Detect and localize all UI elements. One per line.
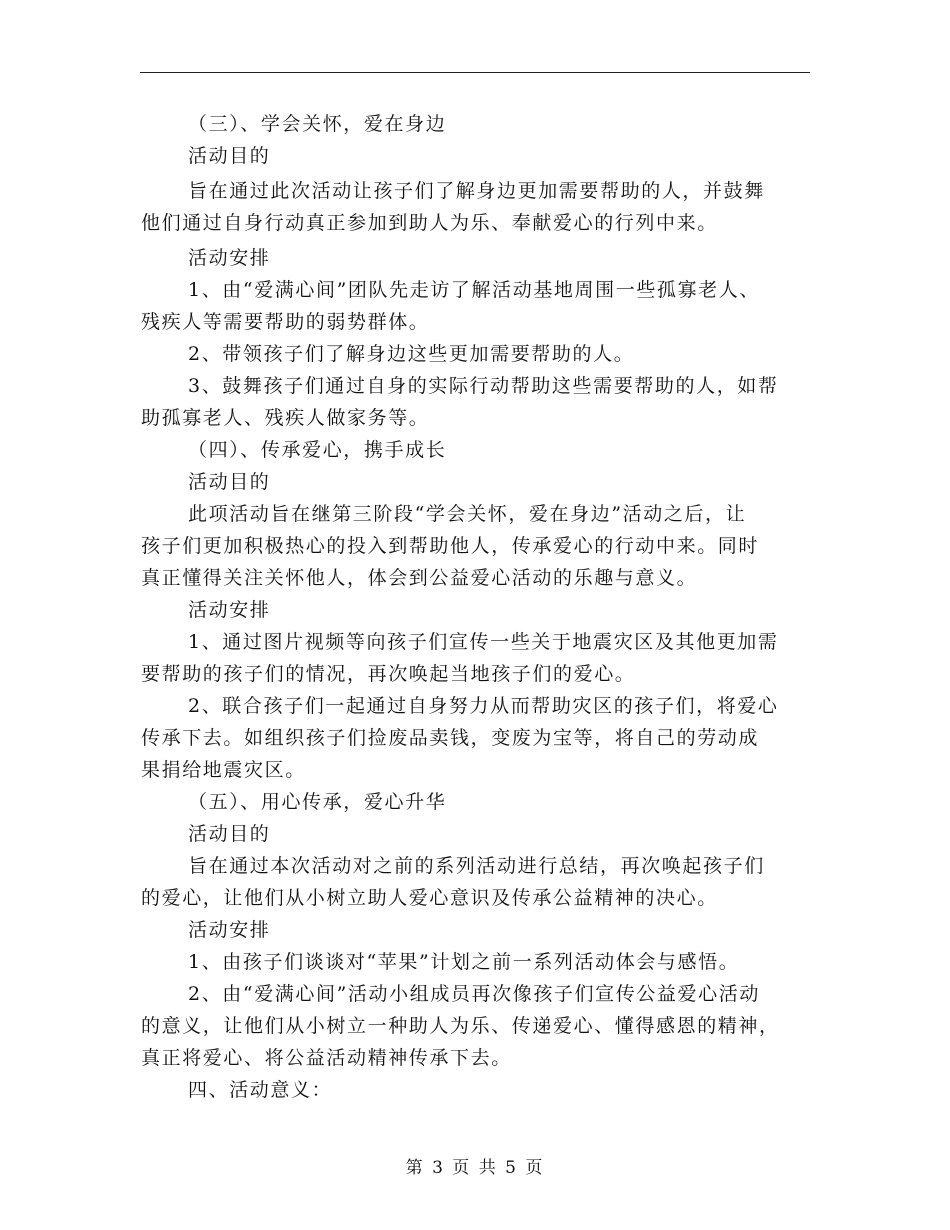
text-line: 1、通过图片视频等向孩子们宣传一些关于地震灾区及其他更加需 <box>188 631 779 653</box>
text-line: （四）、传承爱心，携手成长 <box>188 439 447 461</box>
text-line: 残疾人等需要帮助的弱势群体。 <box>141 311 430 333</box>
text-line: 旨在通过本次活动对之前的系列活动进行总结，再次唤起孩子们 <box>188 855 765 877</box>
text-line: 要帮助的孩子们的情况，再次唤起当地孩子们的爱心。 <box>141 663 636 685</box>
text-line: 孩子们更加积极热心的投入到帮助他人，传承爱心的行动中来。同时 <box>141 535 760 557</box>
text-line: 3、鼓舞孩子们通过自身的实际行动帮助这些需要帮助的人，如帮 <box>188 375 779 397</box>
text-line: 活动目的 <box>188 471 271 493</box>
text-line: 传承下去。如组织孩子们捡废品卖钱，变废为宝等，将自己的劳动成 <box>141 727 760 749</box>
text-line: 真正懂得关注关怀他人，体会到公益爱心活动的乐趣与意义。 <box>141 567 698 589</box>
page-footer: 第 3 页 共 5 页 <box>405 1158 545 1178</box>
text-line: 1、由孩子们谈谈对“苹果”计划之前一系列活动体会与感悟。 <box>188 951 740 973</box>
text-line: 活动安排 <box>188 247 271 269</box>
text-line: 此项活动旨在继第三阶段“学会关怀，爱在身边”活动之后，让 <box>188 503 747 525</box>
text-line: 助孤寡老人、残疾人做家务等。 <box>141 407 430 429</box>
document-body <box>141 108 811 1106</box>
text-line: （五）、用心传承，爱心升华 <box>188 791 447 813</box>
text-line: 真正将爱心、将公益活动精神传承下去。 <box>141 1047 512 1069</box>
text-line: 2、联合孩子们一起通过自身努力从而帮助灾区的孩子们，将爱心 <box>188 695 779 717</box>
text-line: 的意义，让他们从小树立一种助人为乐、传递爱心、懂得感恩的精神， <box>141 1015 780 1037</box>
text-line: 旨在通过此次活动让孩子们了解身边更加需要帮助的人，并鼓舞 <box>188 180 765 202</box>
header-rule <box>140 72 810 73</box>
text-line: 的爱心，让他们从小树立助人爱心意识及传承公益精神的决心。 <box>141 887 718 909</box>
text-line: 果捐给地震灾区。 <box>141 759 306 781</box>
text-line: 2、带领孩子们了解身边这些更加需要帮助的人。 <box>188 343 635 365</box>
text-line: 四、活动意义： <box>188 1079 333 1101</box>
text-line: 1、由“爱满心间”团队先走访了解活动基地周围一些孤寡老人、 <box>188 279 760 301</box>
text-line: 2、由“爱满心间”活动小组成员再次像孩子们宣传公益爱心活动 <box>188 983 760 1005</box>
text-line: 活动目的 <box>188 823 271 845</box>
text-line: 活动目的 <box>188 145 271 167</box>
text-line: 他们通过自身行动真正参加到助人为乐、奉献爱心的行列中来。 <box>141 212 718 234</box>
text-line: 活动安排 <box>188 599 271 621</box>
text-line: 活动安排 <box>188 919 271 941</box>
text-line: （三）、学会关怀，爱在身边 <box>188 113 447 135</box>
